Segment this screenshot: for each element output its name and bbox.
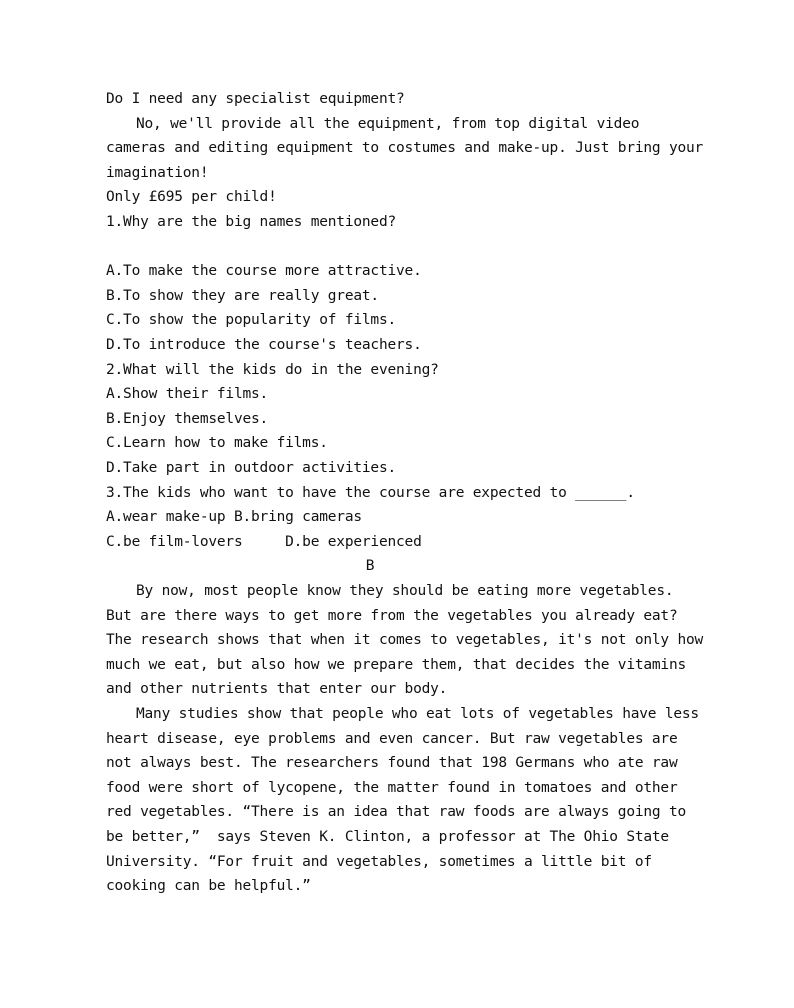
question-3: 3.The kids who want to have the course are expected to ______. xyxy=(106,484,635,501)
option-1d: D.To introduce the course's teachers. xyxy=(106,337,422,353)
option-2a: A.Show their films. xyxy=(106,386,269,403)
price-line: Only £695 per child! xyxy=(106,189,277,206)
paragraph-line: But are there ways to get more from the vegetables you already eat? xyxy=(106,607,678,624)
paragraph-line: cameras and editing equipment to costumes and make-up. Just bring your xyxy=(106,140,704,157)
option-2c: C.Learn how to make films. xyxy=(106,435,328,452)
option-2b: B.Enjoy themselves. xyxy=(106,410,269,427)
option-2d: D.Take part in outdoor activities. xyxy=(106,460,397,476)
paragraph-line: The research shows that when it comes to vegetables, it's not only how xyxy=(106,632,704,649)
paragraph-line: food were short of lycopene, the matter found in tomatoes and other xyxy=(106,779,678,796)
options-3cd: C.be film-lovers D.be experienced xyxy=(106,533,422,550)
question-2: 2.What will the kids do in the evening? xyxy=(106,361,439,378)
option-1a: A.To make the course more attractive. xyxy=(106,263,422,280)
paragraph-line: not always best. The researchers found that 198 Germans who ate raw xyxy=(106,755,678,772)
paragraph-line: University. “For fruit and vegetables, sometimes a little bit of xyxy=(106,853,652,870)
options-3ab: A.wear make-up B.bring cameras xyxy=(106,509,362,526)
option-1b: B.To show they are really great. xyxy=(106,287,379,304)
paragraph-line: and other nutrients that enter our body. xyxy=(106,681,448,698)
paragraph-line: By now, most people know they should be eating more vegetables. xyxy=(136,583,674,599)
paragraph-line: No, we'll provide all the equipment, from top digital video xyxy=(136,115,640,132)
paragraph-line: Many studies show that people who eat lots of vegetables have less xyxy=(136,706,699,722)
paragraph-line: imagination! xyxy=(106,164,209,181)
question-1: 1.Why are the big names mentioned? xyxy=(106,214,397,230)
heading-equipment: Do I need any specialist equipment? xyxy=(106,91,405,107)
paragraph-line: red vegetables. “There is an idea that raw foods are always going to xyxy=(106,804,687,821)
option-1c: C.To show the popularity of films. xyxy=(106,312,397,329)
section-heading-b: B xyxy=(365,558,375,575)
paragraph-line: heart disease, eye problems and even cancer. But raw vegetables are xyxy=(106,730,678,747)
paragraph-line: much we eat, but also how we prepare them, that decides the vitamins xyxy=(106,656,687,673)
paragraph-line: be better,” says Steven K. Clinton, a professor at The Ohio State xyxy=(106,829,669,845)
paragraph-line: cooking can be helpful.” xyxy=(106,878,311,895)
